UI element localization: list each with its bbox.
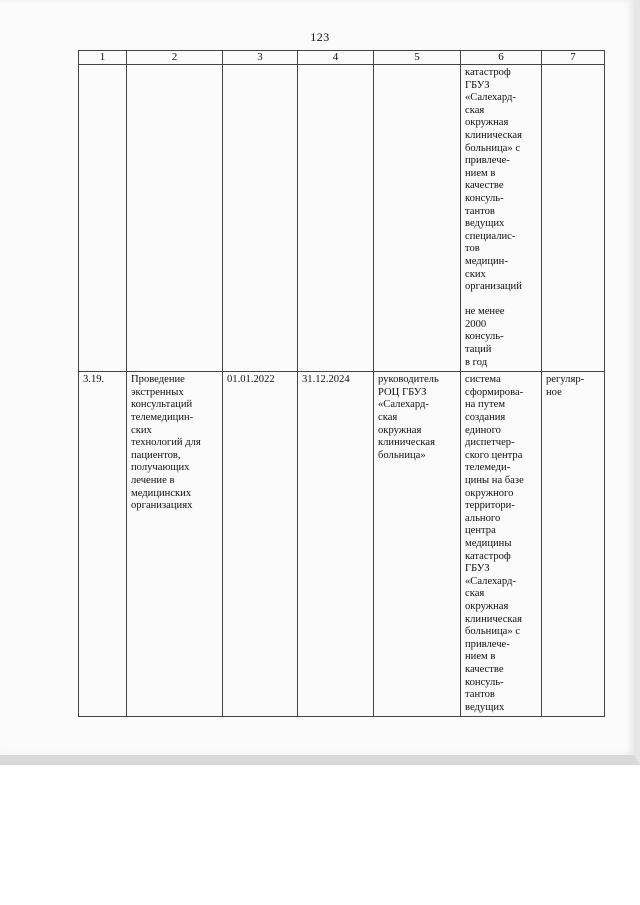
column-header-3: 3: [223, 51, 298, 65]
cell-start-date: [223, 65, 298, 372]
cell-result: катастроф ГБУЗ «Салехард- ская окружная клиническая больница» с привлече- нием в качестве консуль- тантов ведущих специалис- тов медицин- ских организаций не менее 2000 консуль- таций в год: [461, 65, 542, 372]
page-number: 123: [310, 30, 330, 44]
cell-responsible: [374, 65, 461, 372]
cell-end-date: [298, 65, 374, 372]
table-row: [79, 372, 605, 717]
cell-activity: Проведение экстренных консультаций телемедицин- ских технологий для пациентов, получающих лечение в медицинских организациях: [127, 372, 223, 717]
column-header-5: 5: [374, 51, 461, 65]
cell-activity: [127, 65, 223, 372]
column-header-7: 7: [542, 51, 605, 65]
column-header-1: 1: [79, 51, 127, 65]
table-row: [79, 65, 605, 372]
column-header-6: 6: [461, 51, 542, 65]
header-row: [79, 51, 605, 65]
cell-frequency: регуляр- ное: [542, 372, 605, 717]
cell-responsible: руководитель РОЦ ГБУЗ «Салехард- ская окружная клиническая больница»: [374, 372, 461, 717]
cell-result: система сформирова- на путем создания единого диспетчер- ского центра телемеди- цины на базе окружного территори- ального центра медицины катастроф ГБУЗ «Салехард- ская окружная клиническая больница» с привлече- нием в качестве консуль- тантов ведущих: [461, 372, 542, 717]
cell-number: 3.19.: [79, 372, 127, 717]
cell-frequency: [542, 65, 605, 372]
cell-end-date: 31.12.2024: [298, 372, 374, 717]
column-header-2: 2: [127, 51, 223, 65]
cell-number: [79, 65, 127, 372]
plan-table: [78, 50, 605, 717]
column-header-4: 4: [298, 51, 374, 65]
cell-start-date: 01.01.2022: [223, 372, 298, 717]
